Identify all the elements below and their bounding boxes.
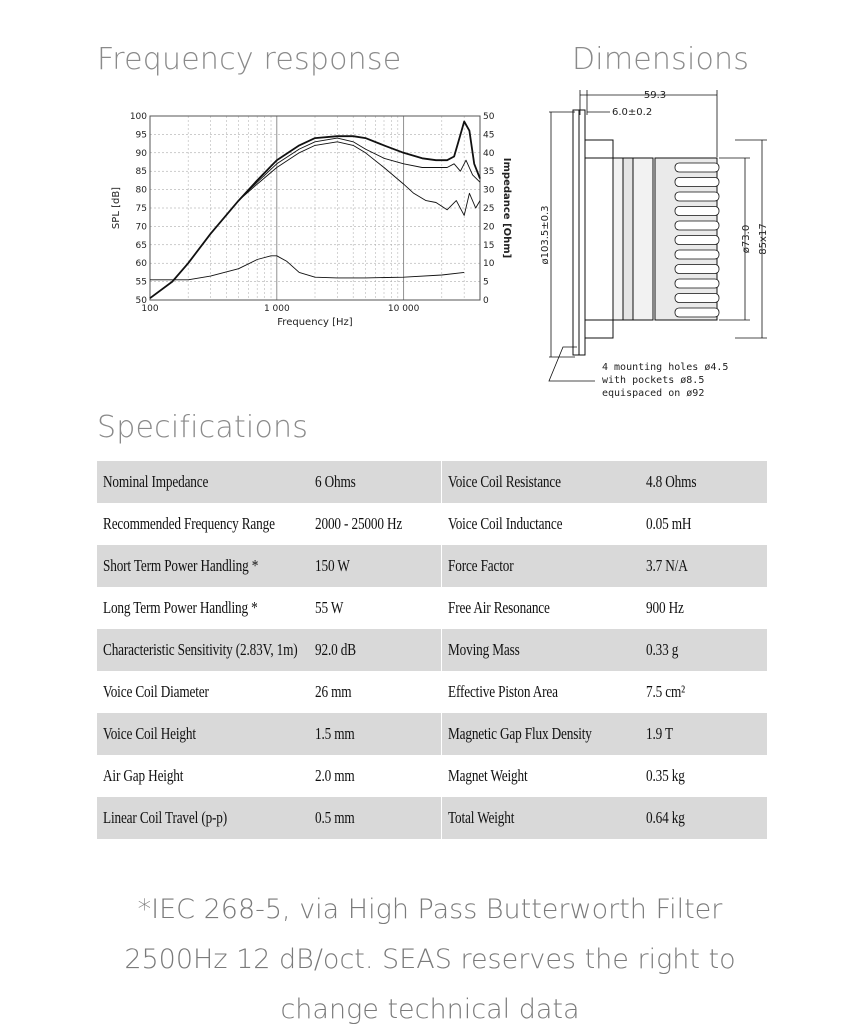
- spec-value: 0.35 kg: [645, 766, 685, 785]
- heatsink-fins: [675, 163, 719, 317]
- spec-label-cell: [442, 503, 640, 545]
- spec-value-cell: [640, 755, 767, 797]
- spec-label: Moving Mass: [448, 640, 520, 659]
- impedance-curve: [150, 256, 464, 280]
- heatsink-fin: [675, 236, 719, 245]
- frequency-response-heading: Frequency response: [97, 42, 402, 77]
- spec-row: [97, 503, 767, 545]
- y-tick-label: 55: [135, 277, 147, 288]
- spec-label-cell: [442, 797, 640, 839]
- spec-label: Voice Coil Resistance: [448, 472, 561, 491]
- spec-value: 92.0 dB: [314, 640, 356, 659]
- magnet-diameter-dimension: ø73.0: [741, 224, 752, 254]
- spec-value: 26 mm: [314, 682, 352, 701]
- spec-value-cell: [309, 503, 442, 545]
- spec-label-cell: [442, 755, 640, 797]
- specifications-table-body: [97, 461, 767, 839]
- spec-label-cell: [442, 545, 640, 587]
- spec-label-cell: [97, 671, 309, 713]
- y2-tick-label: 0: [483, 296, 489, 306]
- y2-tick-label: 5: [483, 277, 489, 288]
- x-tick-label: 100: [141, 304, 159, 314]
- heatsink-fin: [675, 265, 719, 274]
- spec-label: Magnetic Gap Flux Density: [448, 724, 592, 743]
- spec-value: 150 W: [314, 556, 350, 575]
- y-tick-label: 95: [135, 130, 147, 141]
- y-tick-labels: [130, 112, 147, 306]
- spec-value: 3.7 N/A: [645, 556, 688, 575]
- spec-value: 900 Hz: [645, 598, 684, 617]
- spec-label-cell: [97, 755, 309, 797]
- y2-tick-label: 40: [483, 148, 495, 159]
- y-tick-label: 80: [135, 185, 147, 196]
- spec-label: Total Weight: [448, 808, 515, 827]
- spec-label: Linear Coil Travel (p-p): [103, 808, 228, 827]
- spec-value-cell: [309, 671, 442, 713]
- x-tick-label: 1 000: [263, 304, 290, 314]
- spec-value: 2000 - 25000 Hz: [314, 514, 403, 533]
- heatsink-fin: [675, 279, 719, 288]
- spec-value-cell: [640, 629, 767, 671]
- spec-row: [97, 797, 767, 839]
- spec-value: 0.5 mm: [314, 808, 355, 827]
- spec-value: 2.0 mm: [314, 766, 355, 785]
- spec-row: [97, 629, 767, 671]
- x-axis-label: Frequency [Hz]: [277, 317, 353, 328]
- heatsink-fin: [675, 308, 719, 317]
- y-tick-label: 75: [135, 204, 147, 214]
- spec-value: 0.33 g: [645, 640, 679, 659]
- spec-label: Effective Piston Area: [448, 682, 558, 701]
- spec-label: Magnet Weight: [448, 766, 528, 785]
- spec-label: Nominal Impedance: [103, 472, 209, 491]
- spec-label: Voice Coil Height: [103, 724, 196, 743]
- spec-label: Long Term Power Handling *: [103, 598, 258, 617]
- y-tick-label: 50: [135, 296, 147, 306]
- y-tick-label: 70: [135, 222, 147, 233]
- y2-tick-label: 20: [483, 222, 495, 233]
- y-axis-label: SPL [dB]: [111, 186, 122, 230]
- y2-tick-labels: [483, 112, 495, 306]
- dimensions-drawing: [535, 85, 825, 410]
- spec-value: 1.9 T: [645, 724, 673, 743]
- spec-label-cell: [97, 587, 309, 629]
- spec-value-cell: [309, 797, 442, 839]
- frequency-response-chart: [100, 100, 525, 340]
- y2-tick-label: 50: [483, 112, 495, 122]
- heatsink-fin: [675, 192, 719, 201]
- spec-value-cell: [309, 587, 442, 629]
- flange-thickness-dimension: 6.0±0.2: [612, 107, 653, 118]
- spec-label: Short Term Power Handling *: [103, 556, 259, 575]
- spec-label-cell: [97, 461, 309, 503]
- spec-value-cell: [640, 671, 767, 713]
- spec-value-cell: [309, 545, 442, 587]
- spec-value-cell: [309, 461, 442, 503]
- spec-value: 0.05 mH: [645, 514, 692, 533]
- heatsink-fin: [675, 250, 719, 259]
- spec-value: 55 W: [314, 598, 344, 617]
- heatsink-fin: [675, 178, 719, 187]
- y2-tick-label: 15: [483, 240, 495, 251]
- y2-tick-label: 30: [483, 185, 495, 196]
- mounting-note-line-3: equispaced on ø92: [602, 388, 705, 399]
- spec-label-cell: [442, 587, 640, 629]
- spec-label-cell: [442, 461, 640, 503]
- spec-value: 7.5 cm²: [645, 682, 685, 701]
- mounting-note-line-1: 4 mounting holes ø4.5: [602, 362, 729, 373]
- spec-value: 0.64 kg: [645, 808, 685, 827]
- spec-label-cell: [97, 545, 309, 587]
- spec-row: [97, 545, 767, 587]
- spec-label: Free Air Resonance: [448, 598, 550, 617]
- y-tick-label: 65: [135, 240, 147, 251]
- spec-label: Voice Coil Diameter: [103, 682, 209, 701]
- spec-value: 4.8 Ohms: [645, 472, 697, 491]
- square-dimension: 85x17: [758, 223, 769, 255]
- flange-diameter-dimension: ø103.5±0.3: [540, 205, 551, 265]
- mounting-note-line-2: with pockets ø8.5: [602, 375, 705, 386]
- spec-label-cell: [442, 629, 640, 671]
- y2-tick-label: 45: [483, 130, 495, 141]
- spec-value-cell: [309, 713, 442, 755]
- spec-label: Recommended Frequency Range: [103, 514, 275, 533]
- y-tick-label: 85: [135, 167, 147, 178]
- spec-value-cell: [640, 503, 767, 545]
- spec-row: [97, 671, 767, 713]
- spec-label-cell: [97, 629, 309, 671]
- y2-tick-label: 25: [483, 204, 495, 214]
- dimensions-heading: Dimensions: [572, 42, 750, 77]
- spec-value-cell: [309, 629, 442, 671]
- y-tick-label: 60: [135, 259, 147, 270]
- heatsink-fin: [675, 207, 719, 216]
- spec-value: 1.5 mm: [314, 724, 355, 743]
- spec-value-cell: [640, 587, 767, 629]
- specifications-table: [97, 461, 767, 839]
- x-tick-label: 10 000: [387, 304, 420, 314]
- specifications-heading: Specifications: [97, 410, 309, 445]
- y2-tick-label: 35: [483, 167, 495, 178]
- spec-value-cell: [309, 755, 442, 797]
- heatsink-fin: [675, 294, 719, 303]
- overall-length-dimension: 59.3: [643, 90, 667, 101]
- speaker-profile: [573, 110, 717, 355]
- spec-row: [97, 755, 767, 797]
- footnote: *IEC 268-5, via High Pass Butterworth Filter 2500Hz 12 dB/oct. SEAS reserves the right to change technical data: [124, 894, 736, 1025]
- spec-label-cell: [97, 713, 309, 755]
- spec-label-cell: [97, 797, 309, 839]
- y-tick-label: 90: [135, 148, 147, 159]
- spec-value-cell: [640, 713, 767, 755]
- spec-row: [97, 461, 767, 503]
- y2-tick-label: 10: [483, 259, 495, 270]
- spec-value: 6 Ohms: [314, 472, 356, 491]
- y-tick-label: 100: [129, 112, 147, 122]
- spec-label-cell: [97, 503, 309, 545]
- heatsink-fin: [675, 221, 719, 230]
- spec-value-cell: [640, 545, 767, 587]
- spec-label-cell: [442, 671, 640, 713]
- spec-value-cell: [640, 461, 767, 503]
- y2-axis-label: Impedance [Ohm]: [501, 157, 512, 259]
- x-tick-labels: [141, 304, 419, 314]
- heatsink-fin: [675, 163, 719, 172]
- spec-label: Force Factor: [448, 556, 514, 575]
- spec-row: [97, 713, 767, 755]
- spec-label-cell: [442, 713, 640, 755]
- spec-row: [97, 587, 767, 629]
- chart-grid: [150, 116, 480, 300]
- spec-value-cell: [640, 797, 767, 839]
- spec-label: Characteristic Sensitivity (2.83V, 1m): [103, 640, 298, 659]
- spec-label: Air Gap Height: [103, 766, 184, 785]
- spec-label: Voice Coil Inductance: [448, 514, 563, 533]
